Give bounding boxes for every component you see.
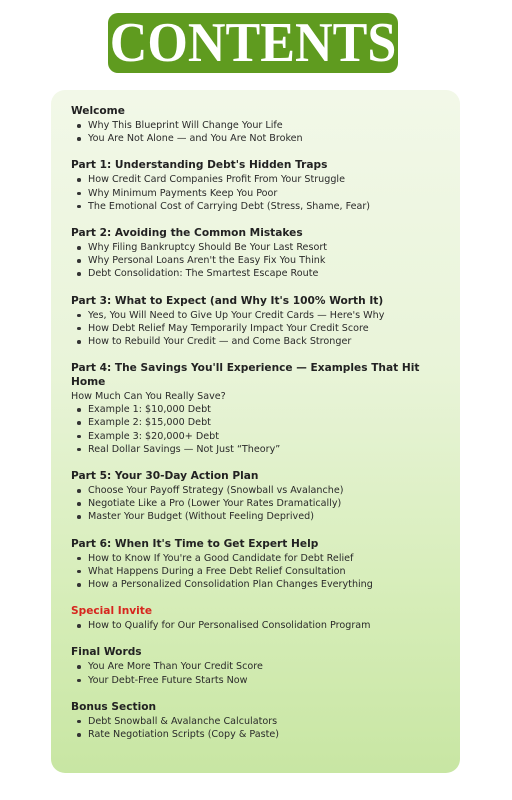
section-item-list bbox=[71, 241, 446, 281]
list-item: Debt Consolidation: The Smartest Escape Route bbox=[71, 267, 446, 280]
list-item: Example 3: $20,000+ Debt bbox=[71, 430, 446, 443]
list-item: How a Personalized Consolidation Plan Changes Everything bbox=[71, 578, 446, 591]
list-item: Negotiate Like a Pro (Lower Your Rates Dramatically) bbox=[71, 497, 446, 510]
list-item: Your Debt-Free Future Starts Now bbox=[71, 674, 446, 687]
contents-section bbox=[71, 158, 446, 213]
list-item: You Are Not Alone — and You Are Not Broken bbox=[71, 132, 446, 145]
list-item: How to Know If You're a Good Candidate for Debt Relief bbox=[71, 552, 446, 565]
contents-section bbox=[71, 226, 446, 281]
contents-section bbox=[71, 469, 446, 524]
section-title: Welcome bbox=[71, 105, 125, 117]
section-item-list bbox=[71, 309, 446, 349]
list-item: Master Your Budget (Without Feeling Deprived) bbox=[71, 510, 446, 523]
list-item: Why Filing Bankruptcy Should Be Your Last Resort bbox=[71, 241, 446, 254]
contents-section bbox=[71, 604, 446, 632]
section-title: Part 1: Understanding Debt's Hidden Traps bbox=[71, 159, 328, 172]
section-title: Part 4: The Savings You'll Experience — Examples That Hit Home bbox=[71, 362, 420, 389]
contents-section bbox=[71, 104, 446, 145]
section-item-list bbox=[71, 119, 446, 145]
list-item: Choose Your Payoff Strategy (Snowball vs Avalanche) bbox=[71, 484, 446, 497]
list-item: Why Minimum Payments Keep You Poor bbox=[71, 187, 446, 200]
list-item: Real Dollar Savings — Not Just “Theory” bbox=[71, 443, 446, 456]
contents-section bbox=[71, 645, 446, 686]
contents-title-badge bbox=[108, 13, 398, 73]
list-item: How Debt Relief May Temporarily Impact Your Credit Score bbox=[71, 322, 446, 335]
section-title: Special Invite bbox=[71, 605, 153, 618]
list-item: The Emotional Cost of Carrying Debt (Stress, Shame, Fear) bbox=[71, 200, 446, 213]
section-item-list bbox=[71, 660, 446, 686]
section-subtitle: How Much Can You Really Save? bbox=[71, 391, 226, 403]
section-item-list bbox=[71, 403, 446, 456]
list-item: Rate Negotiation Scripts (Copy & Paste) bbox=[71, 728, 446, 741]
section-item-list bbox=[71, 484, 446, 524]
page-title: CONTENTS bbox=[109, 12, 397, 74]
section-title: Part 5: Your 30-Day Action Plan bbox=[71, 470, 259, 483]
list-item: How to Qualify for Our Personalised Consolidation Program bbox=[71, 619, 446, 632]
list-item: Yes, You Will Need to Give Up Your Credit Cards — Here's Why bbox=[71, 309, 446, 322]
section-item-list bbox=[71, 619, 446, 632]
list-item: How Credit Card Companies Profit From Your Struggle bbox=[71, 173, 446, 186]
list-item: Example 2: $15,000 Debt bbox=[71, 416, 446, 429]
section-title: Part 3: What to Expect (and Why It's 100% Worth It) bbox=[71, 294, 384, 307]
list-item: What Happens During a Free Debt Relief Consultation bbox=[71, 565, 446, 578]
list-item: Example 1: $10,000 Debt bbox=[71, 403, 446, 416]
section-title: Part 6: When It's Time to Get Expert Help bbox=[71, 537, 319, 550]
list-item: Why Personal Loans Aren't the Easy Fix You Think bbox=[71, 254, 446, 267]
contents-panel bbox=[51, 90, 460, 773]
contents-section bbox=[71, 294, 446, 349]
list-item: You Are More Than Your Credit Score bbox=[71, 660, 446, 673]
contents-section bbox=[71, 361, 446, 456]
section-item-list bbox=[71, 173, 446, 213]
section-title: Bonus Section bbox=[71, 700, 157, 713]
list-item: Why This Blueprint Will Change Your Life bbox=[71, 119, 446, 132]
section-item-list bbox=[71, 552, 446, 592]
section-title: Final Words bbox=[71, 646, 142, 659]
section-title: Part 2: Avoiding the Common Mistakes bbox=[71, 227, 303, 240]
contents-section bbox=[71, 700, 446, 741]
section-item-list bbox=[71, 715, 446, 741]
list-item: Debt Snowball & Avalanche Calculators bbox=[71, 715, 446, 728]
list-item: How to Rebuild Your Credit — and Come Back Stronger bbox=[71, 335, 446, 348]
contents-section bbox=[71, 537, 446, 592]
